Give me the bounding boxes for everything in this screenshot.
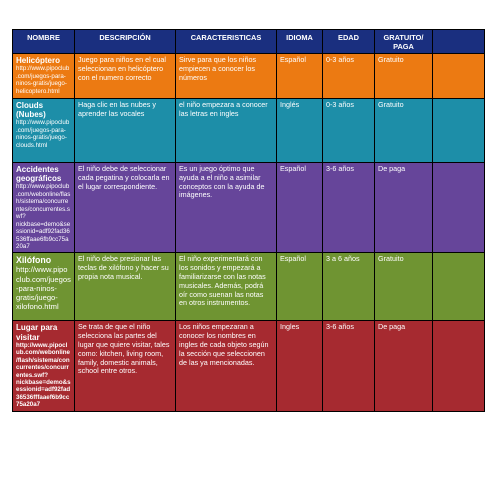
cell-blank (433, 54, 485, 99)
cell-gratuito: Gratuito (375, 253, 433, 321)
table-row (13, 321, 485, 411)
cell-idioma: Español (277, 253, 323, 321)
cell-nombre (13, 253, 75, 321)
cell-idioma: Español (277, 163, 323, 253)
header-edad: EDAD (323, 30, 375, 54)
cell-edad: 0-3 años (323, 99, 375, 163)
cell-nombre (13, 99, 75, 163)
cell-descripcion: El niño debe de seleccionar cada pegatina y colocarla en el lugar correspondiente. (75, 163, 176, 253)
header-blank (433, 30, 485, 54)
cell-idioma: Español (277, 54, 323, 99)
game-link[interactable]: http://www.pipoclub.com/webonline/flash/sistema/concurrentes/concurrentes.swf?nickbase=demo&sessionid=adf92fad36536ffaae6fb9cc75a20a7 (16, 183, 71, 250)
header-nombre: NOMBRE (13, 30, 75, 54)
game-link[interactable]: http://www.pipoclub.com/webonline/flash/sistema/concurrentes/concurrentes.swf?nickbase=demo&sessionid=adf92fad36536fffaaef6b9cc75a20a7 (16, 341, 71, 409)
cell-edad: 3-6 años (323, 163, 375, 253)
cell-edad: 0-3 años (323, 54, 375, 99)
cell-caracteristicas: Los niños empezaran a conocer los nombres en ingles de cada objeto según la sección que seleccionen de las ya mencionadas. (176, 321, 277, 411)
cell-edad: 3-6 años (323, 321, 375, 411)
table-row (13, 54, 485, 99)
header-caracteristicas: CARACTERISTICAS (176, 30, 277, 54)
cell-descripcion: Haga clic en las nubes y aprender las vocales (75, 99, 176, 163)
game-name: Clouds (Nubes) (16, 101, 46, 120)
header-row (13, 30, 485, 54)
cell-blank (433, 253, 485, 321)
cell-blank (433, 99, 485, 163)
game-name: Accidentes geográficos (16, 165, 62, 184)
cell-descripcion: Se trata de que el niño selecciona las partes del lugar que quiere visitar, tales como: kitchen, living room, family, domestic animals, school entre otros. (75, 321, 176, 411)
table-row (13, 163, 485, 253)
cell-blank (433, 163, 485, 253)
cell-caracteristicas: Sirve para que los niños empiecen a conocer los números (176, 54, 277, 99)
game-name: Lugar para visitar (16, 323, 58, 342)
cell-gratuito: Gratuito (375, 54, 433, 99)
games-table (12, 29, 485, 412)
cell-edad: 3 a 6 años (323, 253, 375, 321)
cell-gratuito: Gratuito (375, 99, 433, 163)
cell-blank (433, 321, 485, 411)
cell-caracteristicas: El niño experimentará con los sonidos y empezará a familiarizarse con las notas musicales. Además, podrá oír como suenan las notas en otros instrumentos. (176, 253, 277, 321)
cell-nombre (13, 321, 75, 411)
cell-caracteristicas: el niño empezara a conocer las letras en ingles (176, 99, 277, 163)
cell-caracteristicas: Es un juego óptimo que ayuda a el niño a asimilar conceptos con la ayuda de imágenes. (176, 163, 277, 253)
table-row (13, 253, 485, 321)
game-name: Xilófono (16, 255, 52, 266)
cell-nombre (13, 54, 75, 99)
header-idioma: IDIOMA (277, 30, 323, 54)
game-name: Helicóptero (16, 56, 61, 66)
cell-descripcion: El niño debe presionar las teclas de xilófono y hacer su propia nota musical. (75, 253, 176, 321)
cell-nombre (13, 163, 75, 253)
game-link[interactable]: http://www.pipoclub.com/juegos-para-ninos-gratis/juego-helicoptero.html (16, 65, 70, 95)
header-descripcion: DESCRIPCIÓN (75, 30, 176, 54)
cell-idioma: Inglés (277, 99, 323, 163)
cell-idioma: Ingles (277, 321, 323, 411)
game-link[interactable]: http://www.pipoclub.com/juegos-para-ninos-gratis/juego-xilofono.html (16, 265, 71, 311)
header-gratuito: GRATUITO/ PAGA (375, 30, 433, 54)
cell-gratuito: De paga (375, 163, 433, 253)
table-row (13, 99, 485, 163)
game-link[interactable]: http://www.pipoclub.com/juegos-para-ninos-gratis/juego-clouds.html (16, 119, 70, 149)
cell-descripcion: Juego para niños en el cual seleccionan en helicóptero con el numero correcto (75, 54, 176, 99)
cell-gratuito: De paga (375, 321, 433, 411)
